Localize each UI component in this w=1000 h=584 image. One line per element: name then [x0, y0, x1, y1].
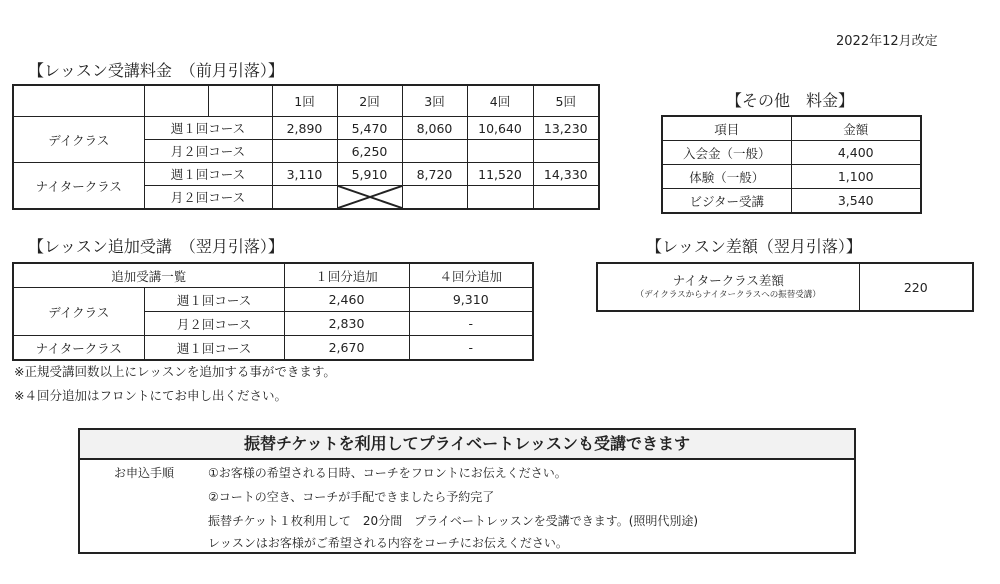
fee-cell: 3,110: [272, 163, 337, 186]
not-available-cross: [337, 186, 402, 210]
other-amount: 4,400: [791, 141, 921, 165]
private-lesson-box: [78, 428, 856, 554]
other-fee-title: 【その他 料金】: [726, 91, 855, 110]
day-class-label: デイクラス: [13, 288, 144, 336]
procedure-line: ①お客様の希望される日時、コーチをフロントにお伝えください。: [208, 466, 567, 480]
other-amount: 3,540: [791, 189, 921, 214]
difference-value: 220: [859, 263, 973, 311]
lesson-fee-title: 【レッスン受講料金 （前月引落）】: [28, 61, 284, 80]
lesson-fee-table: [12, 84, 600, 210]
additional-header-four: ４回分追加: [409, 263, 533, 288]
revised-date: 2022年12月改定: [836, 34, 938, 49]
fee-cell: 11,520: [467, 163, 533, 186]
difference-label-cell: [597, 263, 859, 311]
additional-title: 【レッスン追加受講 （翌月引落）】: [28, 237, 284, 256]
private-lesson-title: 振替チケットを利用してプライベートレッスンも受講できます: [80, 430, 854, 460]
course-label: 週１回コース: [144, 163, 272, 186]
additional-row: [13, 288, 533, 312]
procedure-line: 振替チケット１枚利用して 20分間 プライベートレッスンを受講できます。(照明代別途): [208, 514, 699, 528]
night-class-label: ナイタークラス: [13, 163, 144, 210]
note-line: ※正規受講回数以上にレッスンを追加する事ができます。: [14, 364, 336, 379]
other-row: [662, 189, 921, 214]
difference-row: [597, 263, 973, 311]
one-add-price: 2,830: [284, 312, 409, 336]
difference-label: ナイタークラス差額: [672, 273, 784, 289]
other-item: 入会金（一般）: [662, 141, 791, 165]
other-fee-table: [661, 115, 922, 214]
fee-cell: 5,910: [337, 163, 402, 186]
one-add-price: 2,670: [284, 336, 409, 361]
fee-cell: 14,330: [533, 163, 599, 186]
day-class-label: デイクラス: [13, 117, 144, 163]
four-add-price: -: [409, 336, 533, 361]
fee-header-1: 1回: [272, 85, 337, 117]
difference-title: 【レッスン差額（翌月引落）】: [646, 237, 862, 256]
note-line: ※４回分追加はフロントにてお申し出ください。: [14, 388, 287, 403]
other-header-amount: 金額: [791, 116, 921, 141]
difference-sublabel: （デイクラスからナイタークラスへの振替受講）: [635, 289, 821, 300]
other-amount: 1,100: [791, 165, 921, 189]
course-label: 週１回コース: [144, 288, 284, 312]
other-row: [662, 165, 921, 189]
fee-day-weekly-row: [13, 117, 599, 140]
course-label: 月２回コース: [144, 186, 272, 210]
four-add-price: -: [409, 312, 533, 336]
additional-row: [13, 336, 533, 361]
other-item: 体験（一般）: [662, 165, 791, 189]
procedure-line: レッスンはお客様がご希望される内容をコーチにお伝えください。: [208, 536, 568, 550]
fee-cell: 13,230: [533, 117, 599, 140]
other-header-item: 項目: [662, 116, 791, 141]
difference-table: [596, 262, 974, 312]
fee-cell: 10,640: [467, 117, 533, 140]
fee-cell: 8,720: [402, 163, 467, 186]
procedure-label: お申込手順: [114, 466, 175, 480]
course-label: 月２回コース: [144, 312, 284, 336]
fee-header-5: 5回: [533, 85, 599, 117]
night-class-label: ナイタークラス: [13, 336, 144, 361]
cross-mark-icon: [338, 186, 402, 208]
fee-cell: 6,250: [337, 140, 402, 163]
four-add-price: 9,310: [409, 288, 533, 312]
other-header-row: [662, 116, 921, 141]
additional-header-row: [13, 263, 533, 288]
fee-header-2: 2回: [337, 85, 402, 117]
fee-header-row: [13, 85, 599, 117]
fee-cell: 8,060: [402, 117, 467, 140]
other-row: [662, 141, 921, 165]
course-label: 週１回コース: [144, 117, 272, 140]
fee-header-3: 3回: [402, 85, 467, 117]
fee-cell: 5,470: [337, 117, 402, 140]
course-label: 月２回コース: [144, 140, 272, 163]
additional-header-one: １回分追加: [284, 263, 409, 288]
additional-header-list: 追加受講一覧: [13, 263, 284, 288]
course-label: 週１回コース: [144, 336, 284, 361]
fee-header-4: 4回: [467, 85, 533, 117]
other-item: ビジター受講: [662, 189, 791, 214]
additional-table: [12, 262, 534, 361]
fee-night-weekly-row: [13, 163, 599, 186]
fee-cell: 2,890: [272, 117, 337, 140]
one-add-price: 2,460: [284, 288, 409, 312]
procedure-line: ②コートの空き、コーチが手配できましたら予約完了: [208, 490, 495, 504]
